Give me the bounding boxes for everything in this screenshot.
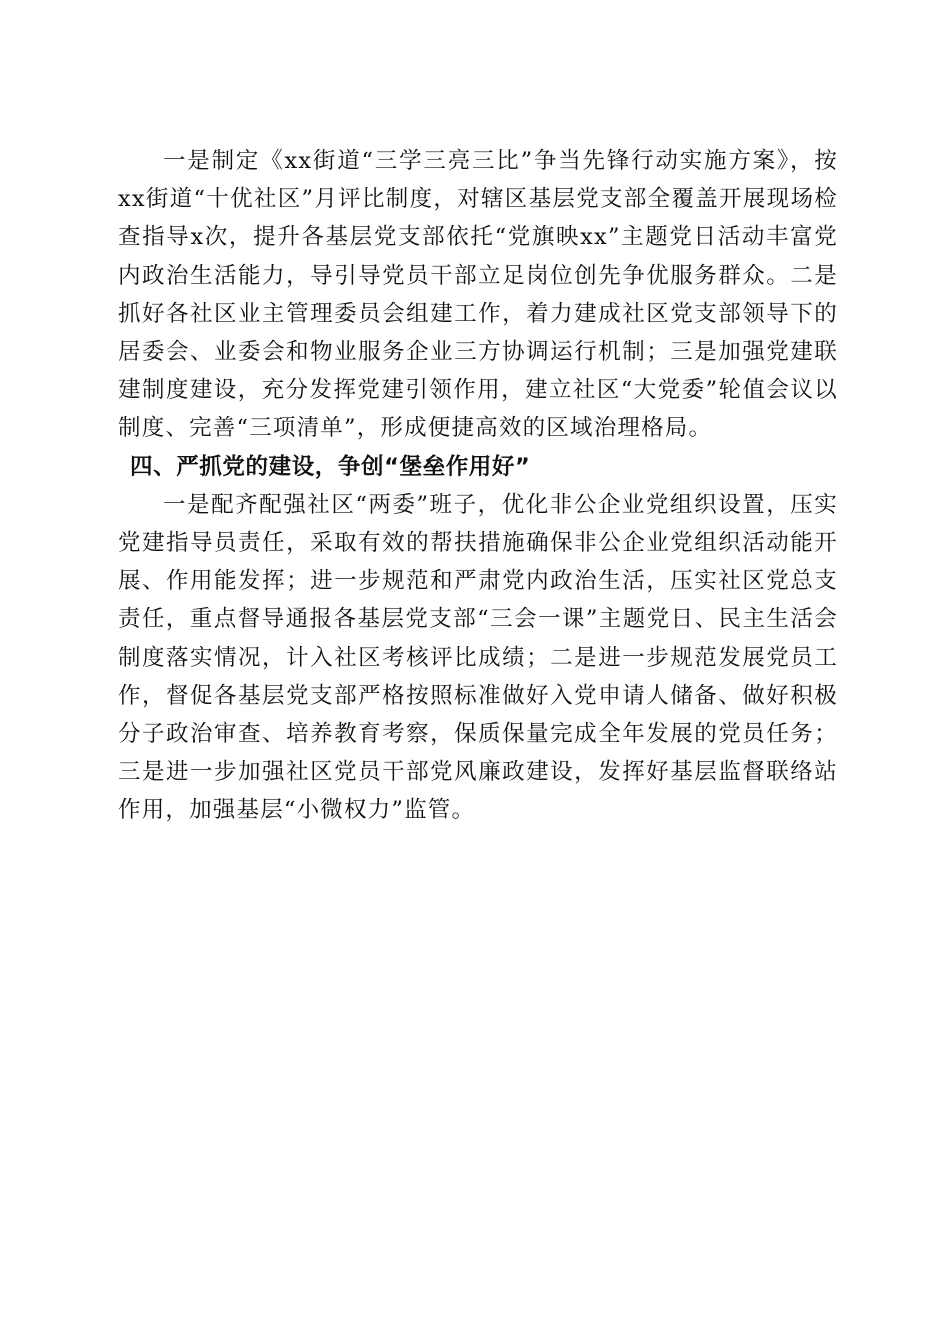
document-body — [118, 142, 838, 830]
section-heading: 四、严抓党的建设，争创“堡垒作用好” — [130, 453, 531, 480]
body-paragraph-2: 一是配齐配强社区“两委”班子，优化非公企业党组织设置，压实党建指导员责任，采取有效的帮扶措施确保非公企业党组织活动能开展、作用能发挥；进一步规范和严肃党内政治生活，压实社区党总支责任，重点督导通报各基层党支部“三会一课”主题党日、民主生活会制度落实情况，计入社区考核评比成绩；二是进一步规范发展党员工作，督促各基层党支部严格按照标准做好入党申请人储备、做好积极分子政治审查、培养教育考察，保质保量完成全年发展的党员任务；三是进一步加强社区党员干部党风廉政建设，发挥好基层监督联络站作用，加强基层“小微权力”监管。 — [118, 491, 838, 824]
body-paragraph-1: 一是制定《xx街道“三学三亮三比”争当先锋行动实施方案》，按xx街道“十优社区”月评比制度，对辖区基层党支部全覆盖开展现场检查指导x次，提升各基层党支部依托“党旗映xx”主题党日活动丰富党内政治生活能力，导引导党员干部立足岗位创先争优服务群众。二是抓好各社区业主管理委员会组建工作，着力建成社区党支部领导下的居委会、业委会和物业服务企业三方协调运行机制；三是加强党建联建制度建设，充分发挥党建引领作用，建立社区“大党委”轮值会议以制度、完善“三项清单”，形成便捷高效的区域治理格局。 — [118, 148, 838, 442]
